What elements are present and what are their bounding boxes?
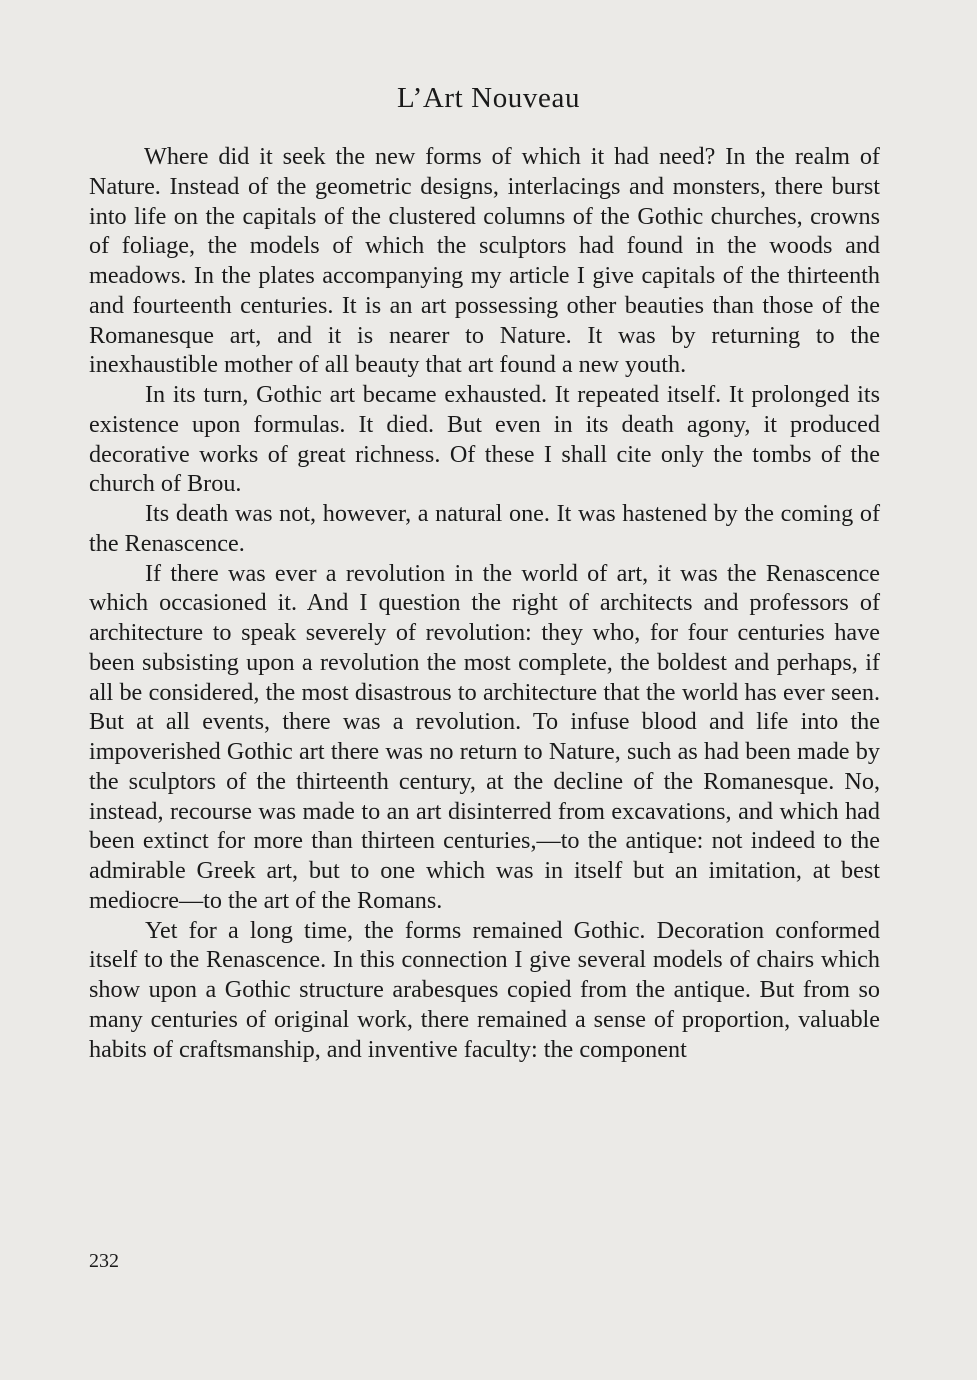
- paragraph: In its turn, Gothic art became exhausted. It repeated itself. It prolonged its existence upon formulas. It died. But even in its death agony, it produced decorative works of great richness. Of these I shall cite only the tombs of the church of Brou.: [89, 381, 880, 498]
- body-text: [89, 142, 880, 1064]
- paragraph: Its death was not, however, a natural one. It was hastened by the coming of the Renascence.: [89, 500, 880, 557]
- page-number: 232: [89, 1250, 119, 1272]
- paragraph: If there was ever a revolution in the world of art, it was the Renascence which occasioned it. And I question the right of architects and professors of architecture to speak severely of revolution: they who, for four centuries have been subsisting upon a revolution the most complete, the boldest and perhaps, if all be considered, the most disastrous to architecture that the world has ever seen. But at all events, there was a revolution. To infuse blood and life into the impoverished Gothic art there was no return to Nature, such as had been made by the sculptors of the thirteenth century, at the decline of the Romanesque. No, instead, recourse was made to an art disinterred from excavations, and which had been extinct for more than thirteen centuries,—to the antique: not indeed to the admirable Greek art, but to one which was in itself but an imitation, at best mediocre—to the art of the Romans.: [89, 559, 880, 914]
- paragraph: Yet for a long time, the forms remained Gothic. Decoration conformed itself to the Renascence. In this connection I give several models of chairs which show upon a Gothic structure arabesques copied from the antique. But from so many centuries of original work, there remained a sense of proportion, valuable habits of craftsmanship, and inventive faculty: the component: [89, 916, 880, 1063]
- running-header: L’Art Nouveau: [396, 82, 581, 114]
- paragraph: Where did it seek the new forms of which it had need? In the realm of Nature. Instead of the geometric designs, interlacings and monsters, there burst into life on the capitals of the clustered columns of the Gothic churches, crowns of foliage, the models of which the sculptors had found in the woods and meadows. In the plates accompanying my article I give capitals of the thirteenth and fourteenth centuries. It is an art possessing other beauties than those of the Romanesque art, and it is nearer to Nature. It was by returning to the inexhaustible mother of all beauty that art found a new youth.: [89, 143, 880, 379]
